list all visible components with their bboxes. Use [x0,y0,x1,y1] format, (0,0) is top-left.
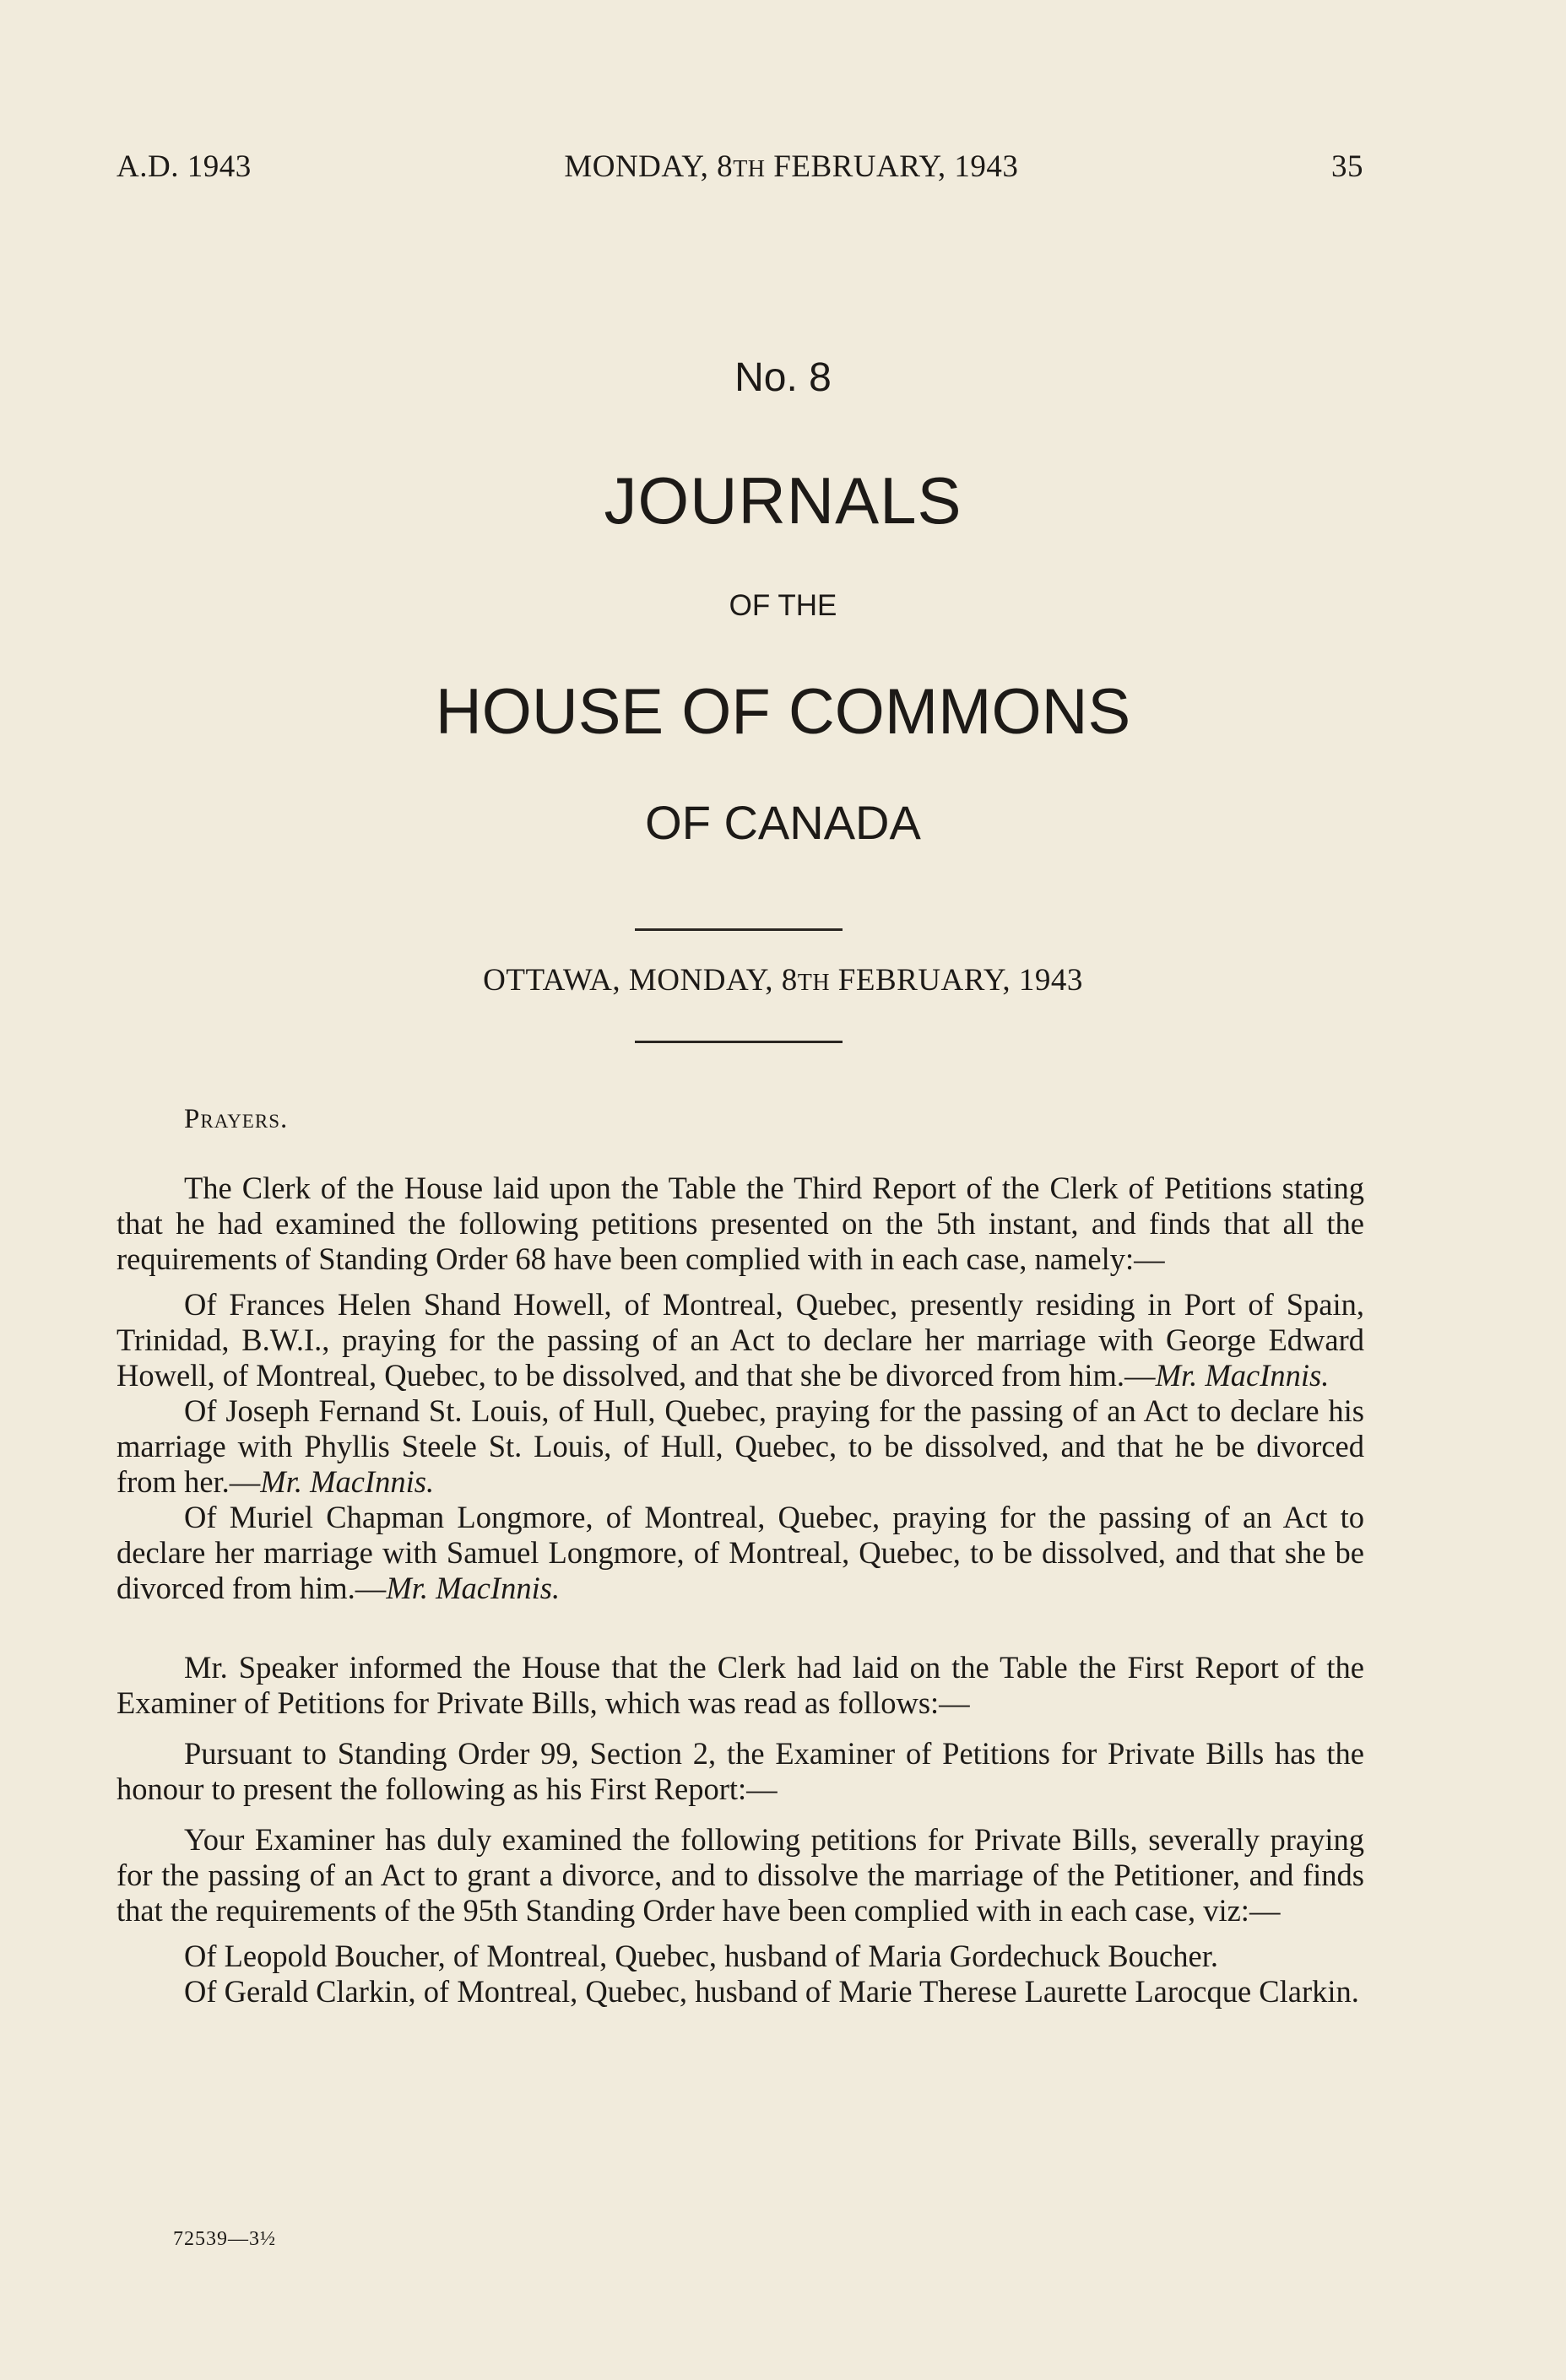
divider-bottom [635,1041,843,1043]
title-of-canada: OF CANADA [645,796,921,849]
petition-longmore: Of Muriel Chapman Longmore, of Montreal, Quebec, praying for the passing of an Act to declare her marriage with Samuel Longmore, of Montreal, Quebec, to be dissolved, and that she be divorced from him.—Mr. MacInnis. [117,1500,1364,1605]
journal-body [117,1171,1364,2009]
petition-st-louis: Of Joseph Fernand St. Louis, of Hull, Quebec, praying for the passing of an Act to declare his marriage with Phyllis Steele St. Louis, of Hull, Quebec, to be dissolved, and that he be divorced from her.—Mr. MacInnis. [117,1393,1364,1499]
header-year: A.D. 1943 [117,149,252,184]
paragraph-examiner: Your Examiner has duly examined the following petitions for Private Bills, severally praying for the passing of an Act to grant a divorce, and to dissolve the marriage of the Petitioner, and finds that the requirements of the 95th Standing Order have been complied with in each case, viz:— [117,1822,1364,1928]
paragraph-clerk-report: The Clerk of the House laid upon the Table the Third Report of the Clerk of Petitions stating that he had examined the following petitions presented on the 5th instant, and finds that all the requirements of Standing Order 68 have been complied with in each case, namely:— [117,1171,1364,1276]
header-date: MONDAY, 8TH FEBRUARY, 1943 [564,149,1019,184]
issue-number: No. 8 [734,355,832,400]
paragraph-speaker: Mr. Speaker informed the House that the Clerk had laid on the Table the First Report of the Examiner of Petitions for Private Bills, which was read as follows:— [117,1650,1364,1720]
title-house-of-commons: HOUSE OF COMMONS [435,676,1131,748]
page-number: 35 [1330,149,1363,184]
title-journals: JOURNALS [604,463,962,538]
printer-signature: 72539—3½ [173,2228,276,2250]
dateline: OTTAWA, MONDAY, 8TH FEBRUARY, 1943 [483,963,1083,998]
petition-howell: Of Frances Helen Shand Howell, of Montreal, Quebec, presently residing in Port of Spain, Trinidad, B.W.I., praying for the passing of an Act to declare her marriage with George Edward Howell, of Montreal, Quebec, to be dissolved, and that she be divorced from him.—Mr. MacInnis. [117,1287,1364,1393]
divider-top [635,928,843,931]
prayers-heading: Prayers. [184,1104,289,1134]
title-of-the: OF THE [729,589,837,622]
petition-clarkin: Of Gerald Clarkin, of Montreal, Quebec, husband of Marie Therese Laurette Larocque Clarkin. [184,1974,1359,2009]
petition-boucher: Of Leopold Boucher, of Montreal, Quebec, husband of Maria Gordechuck Boucher. [184,1939,1218,1973]
paragraph-pursuant: Pursuant to Standing Order 99, Section 2, the Examiner of Petitions for Private Bills has the honour to present the following as his First Report:— [117,1736,1364,1806]
running-header [117,149,1363,185]
